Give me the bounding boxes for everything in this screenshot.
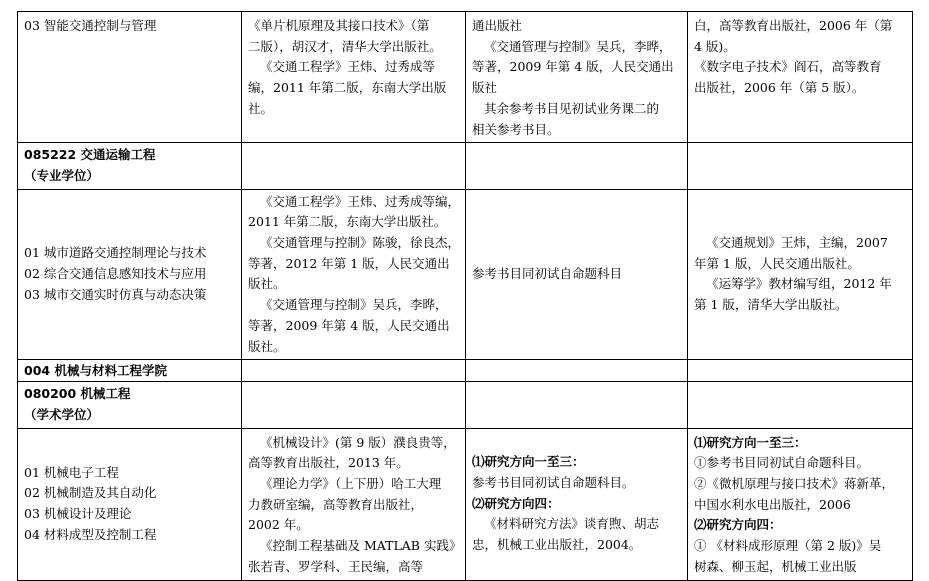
reference-line: 二版），胡汉才，清华大学出版社。 <box>248 38 442 54</box>
reference-line: 忠，机械工业出版社，2004。 <box>472 537 642 553</box>
reference-line: 参考书目同初试自命题科目。 <box>472 475 635 491</box>
reference-line: 版社。 <box>248 338 286 354</box>
reference-line: 2002 年。 <box>248 517 309 533</box>
empty-cell <box>242 360 466 382</box>
empty-cell <box>688 360 913 382</box>
empty-cell <box>688 382 913 428</box>
reference-books-table <box>17 11 913 581</box>
equivalent-reference-cell <box>688 12 913 143</box>
reference-line: ① 《材料成形原理（第 2 版)》吴 <box>694 538 882 554</box>
major-code-title: 080200 机械工程 <box>24 386 131 402</box>
section-heading: ⑴研究方向一至三： <box>694 434 807 450</box>
degree-type: （专业学位） <box>24 167 100 183</box>
reference-line: 《交通管理与控制》陈骏，徐良杰， <box>260 235 461 251</box>
reference-line: ②《微机原理与接口技术》蒋新革， <box>694 476 895 492</box>
retest-reference-cell <box>466 189 688 360</box>
reference-line: 张若青、罗学科、王民编，高等 <box>248 558 424 574</box>
reference-line: 相关参考书目。 <box>472 121 560 137</box>
direction-item: 03 城市交通实时仿真与动态决策 <box>24 286 207 302</box>
reference-line: 出版社，2006 年（第 5 版）。 <box>694 80 865 96</box>
reference-line: 等著，2012 年第 1 版，人民交通出 <box>248 255 450 271</box>
reference-line: 《单片机原理及其接口技术》（第 <box>248 18 430 33</box>
retest-reference-cell <box>466 428 688 580</box>
table-row <box>18 382 913 428</box>
reference-line: 《机械设计》(第 9 版）濮良贵等， <box>260 434 456 450</box>
reference-line: 《交通工程学》王炜、过秀成等编， <box>260 193 461 209</box>
reference-line: 《控制工程基础及 MATLAB 实践》 <box>260 538 462 554</box>
reference-line: 树森、柳玉起，机械工业出版 <box>694 558 857 574</box>
college-header-cell <box>18 360 242 382</box>
direction-item: 01 城市道路交通控制理论与技术 <box>24 245 207 261</box>
research-direction-cell <box>18 12 242 143</box>
degree-type: （学术学位） <box>24 406 100 422</box>
major-code-title: 085222 交通运输工程 <box>24 147 156 163</box>
direction-item: 03 机械设计及理论 <box>24 506 132 522</box>
exam-reference-cell <box>242 12 466 143</box>
direction-item: 03 智能交通控制与管理 <box>24 18 157 33</box>
direction-item: 02 综合交通信息感知技术与应用 <box>24 266 207 282</box>
exam-reference-cell <box>242 189 466 360</box>
equivalent-reference-cell <box>688 428 913 580</box>
empty-cell <box>242 382 466 428</box>
reference-line: 2011 年第二版，东南大学出版社。 <box>248 214 447 230</box>
reference-line: 等著，2009 年第 4 版，人民交通出 <box>248 317 450 333</box>
reference-line: 版社 <box>472 80 498 96</box>
reference-line: ①参考书目同初试自命题科目。 <box>694 455 870 471</box>
reference-line: 中国水利水电出版社，2006 <box>694 496 851 512</box>
reference-line: 《交通管理与控制》吴兵，李晔， <box>260 297 448 313</box>
direction-item: 02 机械制造及其自动化 <box>24 485 157 501</box>
reference-line: 《交通工程学》王炜、过秀成等 <box>260 59 436 75</box>
empty-cell <box>466 382 688 428</box>
table-row <box>18 360 913 382</box>
empty-cell <box>466 143 688 189</box>
major-header-cell <box>18 382 242 428</box>
reference-line: 年第 1 版，人民交通出版社。 <box>694 255 860 271</box>
reference-line: 版社。 <box>248 276 286 292</box>
reference-line: 《交通规划》王炜，主编，2007 <box>706 235 888 251</box>
table-row <box>18 189 913 360</box>
section-heading: ⑴研究方向一至三： <box>472 454 585 470</box>
research-direction-cell <box>18 189 242 360</box>
reference-line: 参考书目同初试自命题科目 <box>472 266 623 282</box>
section-heading: ⑵研究方向四： <box>472 495 560 511</box>
reference-line: 其余参考书目见初试业务课二的 <box>484 100 660 116</box>
research-direction-cell <box>18 428 242 580</box>
direction-item: 04 材料成型及控制工程 <box>24 526 157 542</box>
empty-cell <box>688 143 913 189</box>
exam-reference-cell <box>242 428 466 580</box>
reference-line: 《运筹学》教材编写组，2012 年 <box>706 276 892 292</box>
empty-cell <box>466 360 688 382</box>
empty-cell <box>242 143 466 189</box>
reference-line: 4 版)。 <box>694 38 736 54</box>
reference-line: 编，2011 年第二版，东南大学出版 <box>248 80 447 96</box>
section-heading: ⑵研究方向四： <box>694 517 782 533</box>
reference-line: 《数字电子技术》阎石，高等教育 <box>694 59 882 75</box>
reference-line: 《材料研究方法》谈育煦、胡志 <box>484 516 660 532</box>
reference-line: 通出版社 <box>472 18 523 33</box>
reference-line: 第 1 版，清华大学出版社。 <box>694 297 848 313</box>
equivalent-reference-cell <box>688 189 913 360</box>
direction-item: 01 机械电子工程 <box>24 464 119 480</box>
reference-line: 《理论力学》（上下册）哈工大理 <box>260 476 442 492</box>
table-row <box>18 12 913 143</box>
reference-line: 高等教育出版社，2013 年。 <box>248 455 409 471</box>
reference-line: 《交通管理与控制》吴兵，李晔， <box>484 38 672 54</box>
retest-reference-cell <box>466 12 688 143</box>
reference-line: 等著，2009 年第 4 版，人民交通出 <box>472 59 674 75</box>
major-header-cell <box>18 143 242 189</box>
table-row <box>18 428 913 580</box>
reference-line: 社。 <box>248 100 274 116</box>
table-row <box>18 143 913 189</box>
reference-line: 力教研室编，高等教育出版社， <box>248 496 424 512</box>
reference-line: 白，高等教育出版社，2006 年（第 <box>694 18 893 33</box>
college-title: 004 机械与材料工程学院 <box>24 363 167 379</box>
